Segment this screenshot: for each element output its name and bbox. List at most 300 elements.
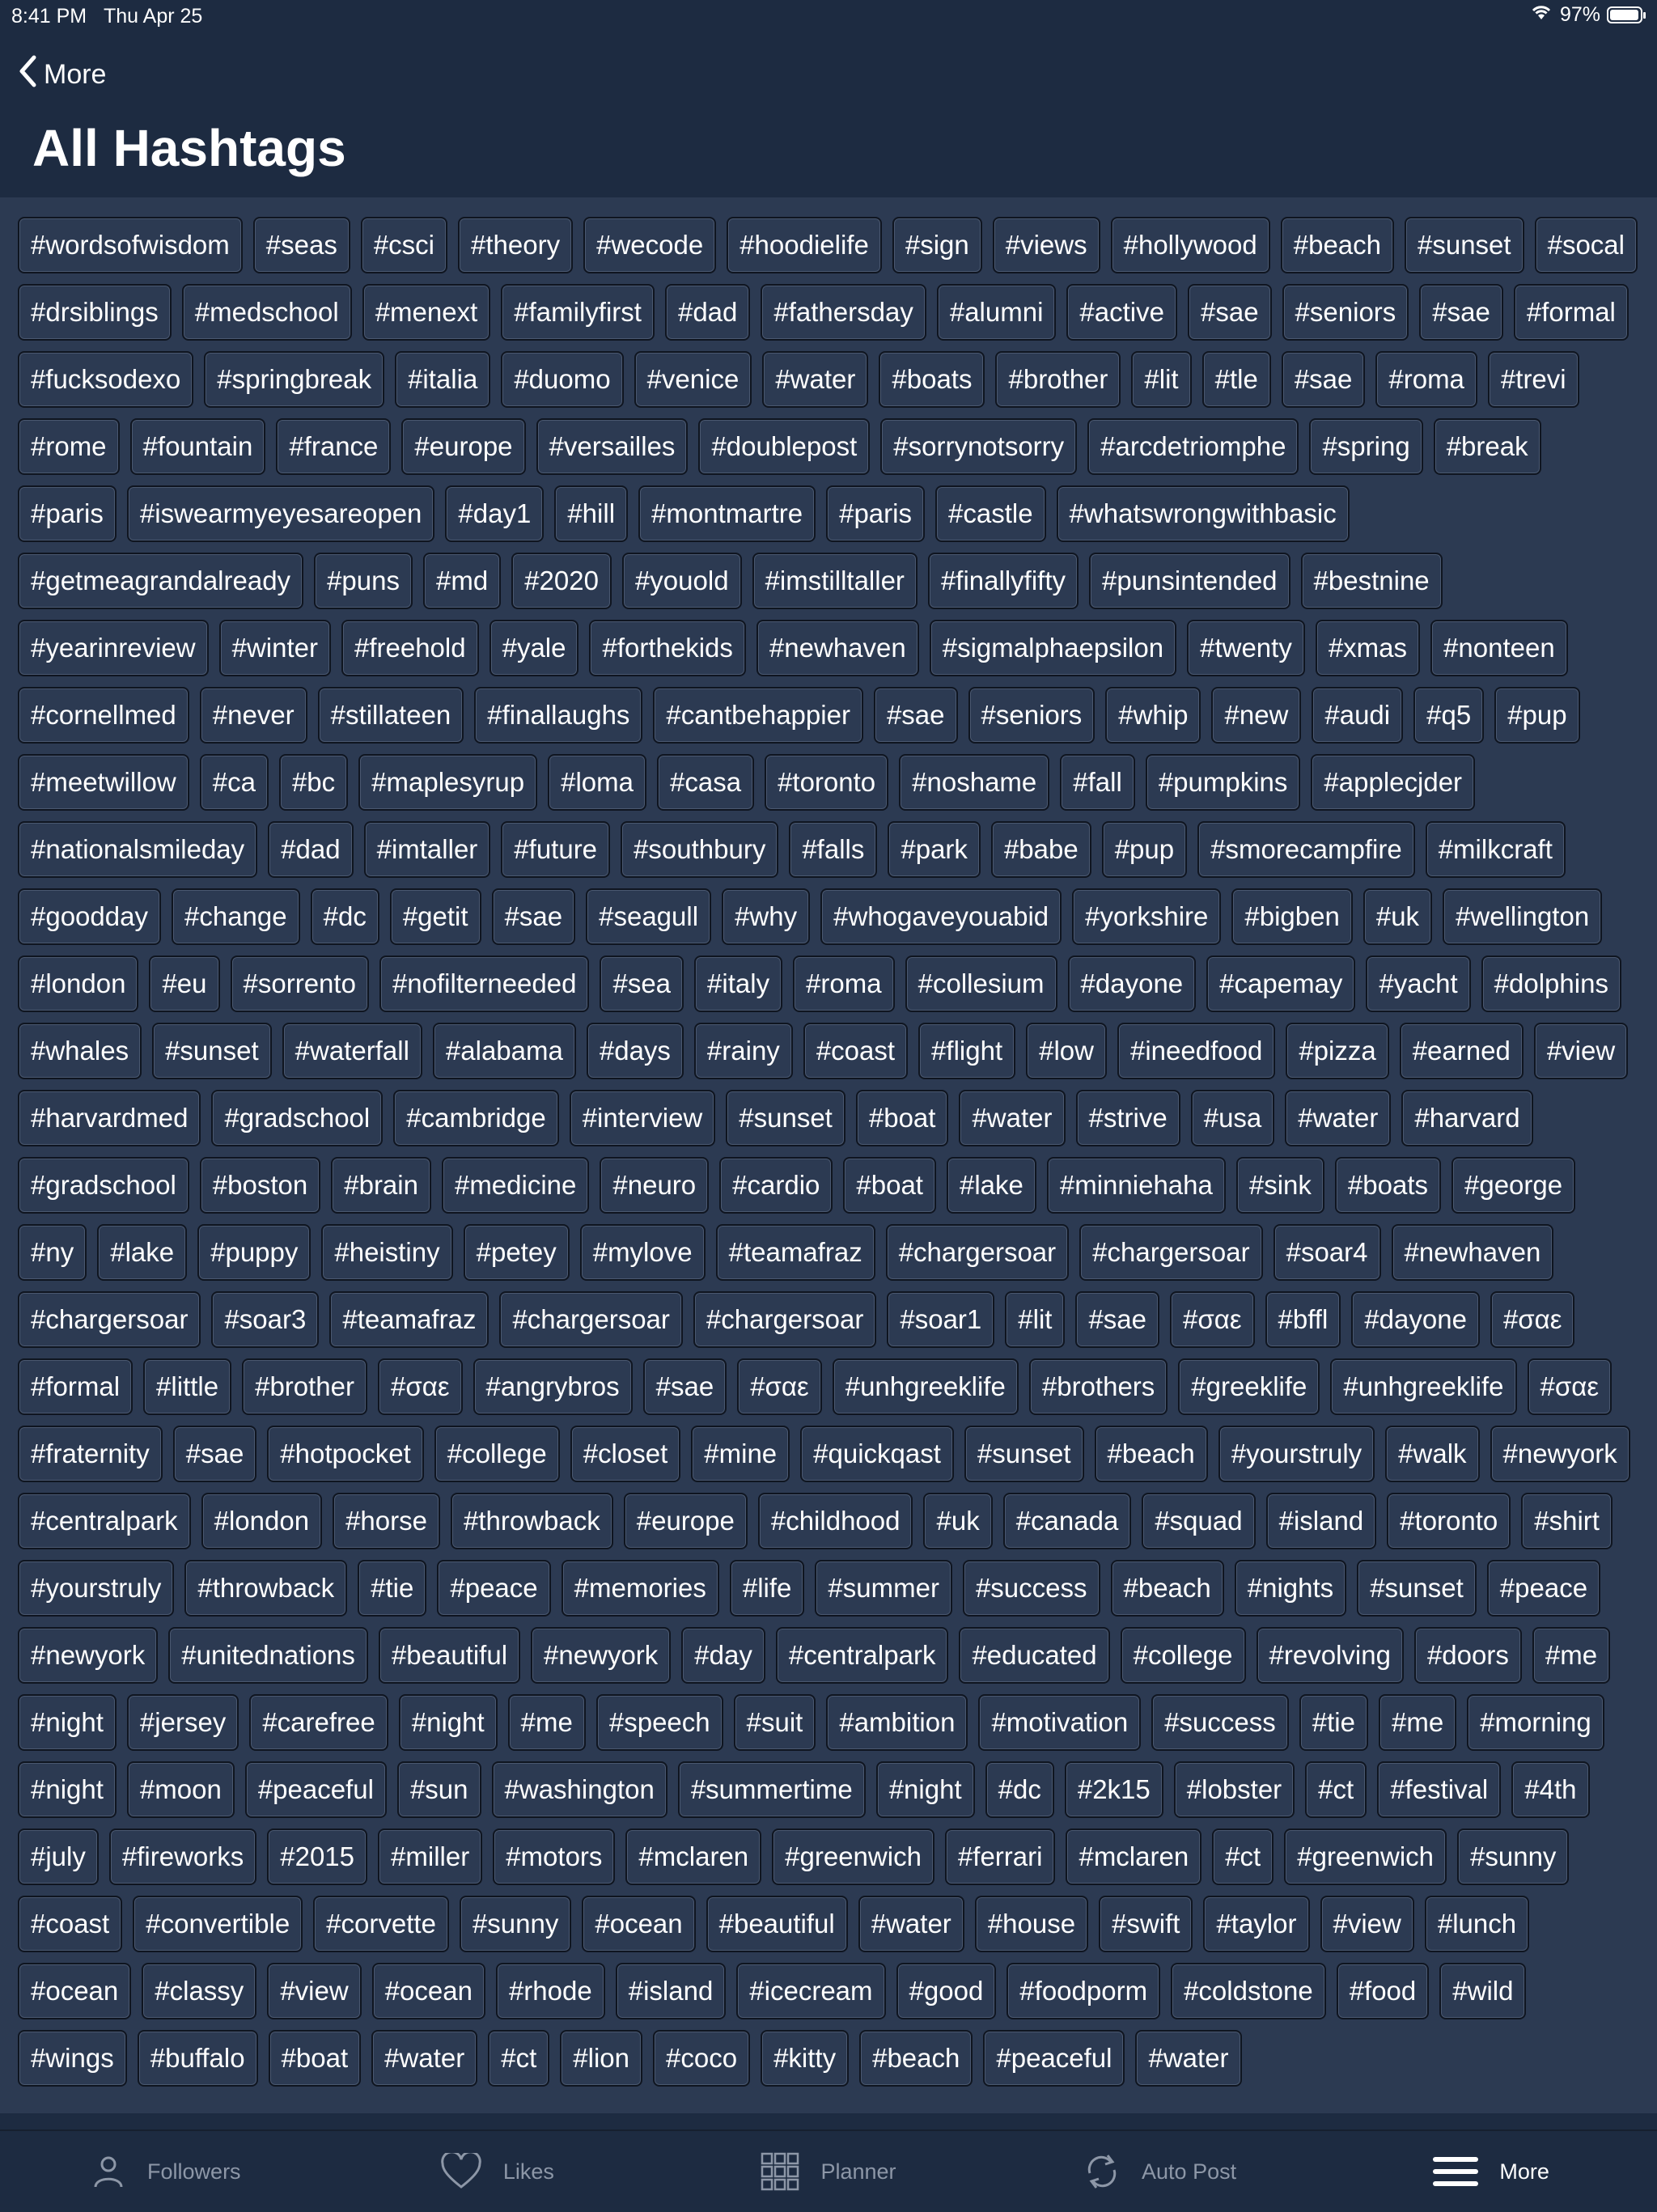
hashtag-chip[interactable]: #xmas xyxy=(1316,620,1420,676)
hashtag-chip[interactable]: #unhgreeklife xyxy=(833,1358,1019,1415)
hashtag-chip[interactable]: #imstilltaller xyxy=(752,553,917,609)
hashtag-chip[interactable]: #finallyfifty xyxy=(928,553,1079,609)
hashtag-chip[interactable]: #soar1 xyxy=(887,1291,994,1348)
hashtag-chip[interactable]: #σαε xyxy=(1528,1358,1613,1415)
hashtag-chip[interactable]: #view xyxy=(1320,1896,1414,1952)
hashtag-chip[interactable]: #low xyxy=(1026,1023,1107,1079)
hashtag-chip[interactable]: #dayone xyxy=(1351,1291,1480,1348)
hashtag-chip[interactable]: #hill xyxy=(554,485,628,542)
hashtag-chip[interactable]: #icecream xyxy=(736,1963,885,2019)
hashtag-chip[interactable]: #shirt xyxy=(1521,1493,1613,1549)
hashtag-chip[interactable]: #meetwillow xyxy=(18,754,189,811)
hashtag-chip[interactable]: #loma xyxy=(548,754,646,811)
hashtag-chip[interactable]: #2015 xyxy=(267,1829,367,1885)
hashtag-chip[interactable]: #italia xyxy=(395,351,490,408)
hashtag-chip[interactable]: #swift xyxy=(1099,1896,1193,1952)
hashtag-chip[interactable]: #success xyxy=(963,1560,1100,1617)
hashtag-chip[interactable]: #miller xyxy=(378,1829,482,1885)
hashtag-chip[interactable]: #tle xyxy=(1202,351,1271,408)
hashtag-chip[interactable]: #chargersoar xyxy=(499,1291,682,1348)
hashtag-chip[interactable]: #nonteen xyxy=(1430,620,1568,676)
hashtag-chip[interactable]: #2020 xyxy=(511,553,612,609)
hashtag-chip[interactable]: #ineedfood xyxy=(1117,1023,1275,1079)
hashtag-chip[interactable]: #formal xyxy=(18,1358,133,1415)
hashtag-chip[interactable]: #whip xyxy=(1105,687,1201,744)
hashtag-chip[interactable]: #sae xyxy=(1282,351,1366,408)
hashtag-chip[interactable]: #change xyxy=(172,888,300,945)
hashtag-chip[interactable]: #me xyxy=(508,1694,586,1751)
hashtag-chip[interactable]: #why xyxy=(722,888,810,945)
hashtag-chip[interactable]: #iswearmyeyesareopen xyxy=(127,485,435,542)
hashtag-chip[interactable]: #ct xyxy=(1305,1761,1367,1818)
hashtag-chip[interactable]: #buffalo xyxy=(138,2030,258,2087)
hashtag-chip[interactable]: #earned xyxy=(1400,1023,1524,1079)
hashtag-chip[interactable]: #castle xyxy=(935,485,1046,542)
hashtag-chip[interactable]: #ocean xyxy=(18,1963,131,2019)
hashtag-chip[interactable]: #dc xyxy=(985,1761,1054,1818)
hashtag-chip[interactable]: #chargersoar xyxy=(1079,1224,1262,1281)
hashtag-chip[interactable]: #yourstruly xyxy=(18,1560,174,1617)
hashtag-chip[interactable]: #roma xyxy=(1375,351,1477,408)
hashtag-chip[interactable]: #arcdetriomphe xyxy=(1087,418,1299,475)
hashtag-chip[interactable]: #sae xyxy=(492,888,576,945)
hashtag-chip[interactable]: #suit xyxy=(734,1694,816,1751)
hashtag-chip[interactable]: #peace xyxy=(1487,1560,1600,1617)
hashtag-chip[interactable]: #new xyxy=(1211,687,1301,744)
hashtag-chip[interactable]: #future xyxy=(501,821,610,878)
hashtag-chip[interactable]: #lunch xyxy=(1425,1896,1529,1952)
hashtag-chip[interactable]: #imtaller xyxy=(364,821,491,878)
hashtag-chip[interactable]: #twenty xyxy=(1187,620,1305,676)
hashtag-chip[interactable]: #hotpocket xyxy=(267,1426,423,1482)
hashtag-chip[interactable]: #wings xyxy=(18,2030,127,2087)
hashtag-chip[interactable]: #beautiful xyxy=(706,1896,848,1952)
hashtag-chip[interactable]: #springbreak xyxy=(204,351,384,408)
hashtag-chip[interactable]: #europe xyxy=(624,1493,748,1549)
hashtag-chip[interactable]: #island xyxy=(616,1963,727,2019)
hashtag-chip[interactable]: #usa xyxy=(1191,1090,1275,1146)
hashtag-chip[interactable]: #summertime xyxy=(678,1761,866,1818)
hashtag-chip[interactable]: #convertible xyxy=(133,1896,303,1952)
hashtag-chip[interactable]: #view xyxy=(1534,1023,1628,1079)
hashtag-chip[interactable]: #interview xyxy=(570,1090,716,1146)
hashtag-chip[interactable]: #boat xyxy=(856,1090,949,1146)
hashtag-chip[interactable]: #harvardmed xyxy=(18,1090,201,1146)
hashtag-chip[interactable]: #life xyxy=(730,1560,805,1617)
hashtag-chip[interactable]: #walk xyxy=(1385,1426,1479,1482)
hashtag-chip[interactable]: #medschool xyxy=(182,284,352,341)
hashtag-chip[interactable]: #boat xyxy=(269,2030,362,2087)
hashtag-chip[interactable]: #beach xyxy=(1281,217,1394,273)
hashtag-chip[interactable]: #ca xyxy=(200,754,269,811)
hashtag-chip[interactable]: #beach xyxy=(1095,1426,1208,1482)
hashtag-chip[interactable]: #little xyxy=(143,1358,231,1415)
tab-planner[interactable] xyxy=(663,2131,994,2212)
hashtag-chip[interactable]: #mclaren xyxy=(625,1829,761,1885)
hashtag-chip[interactable]: #kitty xyxy=(761,2030,849,2087)
hashtag-chip[interactable]: #wild xyxy=(1439,1963,1526,2019)
hashtag-chip[interactable]: #coast xyxy=(803,1023,908,1079)
hashtag-chip[interactable]: #formal xyxy=(1514,284,1629,341)
hashtag-chip[interactable]: #horse xyxy=(333,1493,440,1549)
hashtag-chip[interactable]: #boats xyxy=(879,351,985,408)
hashtag-chip[interactable]: #july xyxy=(18,1829,99,1885)
hashtag-chip[interactable]: #rhode xyxy=(496,1963,605,2019)
hashtag-chip[interactable]: #beach xyxy=(1111,1560,1224,1617)
hashtag-chip[interactable]: #paris xyxy=(18,485,117,542)
hashtag-chip[interactable]: #sunny xyxy=(460,1896,571,1952)
hashtag-chip[interactable]: #sorrynotsorry xyxy=(880,418,1077,475)
hashtag-chip[interactable]: #minniehaha xyxy=(1047,1157,1226,1214)
hashtag-chip[interactable]: #fireworks xyxy=(109,1829,256,1885)
hashtag-chip[interactable]: #boston xyxy=(200,1157,320,1214)
hashtag-chip[interactable]: #france xyxy=(276,418,391,475)
hashtag-chip[interactable]: #yearinreview xyxy=(18,620,209,676)
hashtag-chip[interactable]: #views xyxy=(993,217,1100,273)
hashtag-chip[interactable]: #σαε xyxy=(1490,1291,1575,1348)
hashtag-chip[interactable]: #doublepost xyxy=(698,418,870,475)
hashtag-chip[interactable]: #uk xyxy=(923,1493,992,1549)
hashtag-chip[interactable]: #break xyxy=(1434,418,1541,475)
hashtag-chip[interactable]: #yorkshire xyxy=(1072,888,1221,945)
hashtag-chip[interactable]: #ocean xyxy=(582,1896,695,1952)
hashtag-chip[interactable]: #fathersday xyxy=(761,284,926,341)
hashtag-chip[interactable]: #lit xyxy=(1005,1291,1065,1348)
hashtag-chip[interactable]: #unhgreeklife xyxy=(1330,1358,1516,1415)
hashtag-chip[interactable]: #csci xyxy=(361,217,447,273)
hashtag-list-container[interactable] xyxy=(0,197,1657,2113)
hashtag-chip[interactable]: #view xyxy=(267,1963,361,2019)
hashtag-chip[interactable]: #bc xyxy=(279,754,348,811)
hashtag-chip[interactable]: #water xyxy=(762,351,868,408)
hashtag-chip[interactable]: #squad xyxy=(1142,1493,1255,1549)
hashtag-chip[interactable]: #ct xyxy=(488,2030,549,2087)
hashtag-chip[interactable]: #audi xyxy=(1312,687,1403,744)
hashtag-chip[interactable]: #brain xyxy=(331,1157,431,1214)
hashtag-chip[interactable]: #newyork xyxy=(531,1627,671,1684)
hashtag-chip[interactable]: #good xyxy=(896,1963,997,2019)
hashtag-chip[interactable]: #teamafraz xyxy=(329,1291,489,1348)
hashtag-chip[interactable]: #2k15 xyxy=(1065,1761,1163,1818)
hashtag-chip[interactable]: #socal xyxy=(1535,217,1638,273)
hashtag-chip[interactable]: #chargersoar xyxy=(18,1291,201,1348)
hashtag-chip[interactable]: #newyork xyxy=(18,1627,158,1684)
hashtag-chip[interactable]: #dayone xyxy=(1068,956,1197,1012)
hashtag-chip[interactable]: #sigmalphaepsilon xyxy=(930,620,1176,676)
hashtag-chip[interactable]: #island xyxy=(1266,1493,1377,1549)
hashtag-chip[interactable]: #duomo xyxy=(501,351,623,408)
hashtag-chip[interactable]: #drsiblings xyxy=(18,284,172,341)
hashtag-chip[interactable]: #coast xyxy=(18,1896,122,1952)
hashtag-chip[interactable]: #sun xyxy=(397,1761,481,1818)
hashtag-chip[interactable]: #yacht xyxy=(1366,956,1470,1012)
hashtag-chip[interactable]: #lobster xyxy=(1174,1761,1295,1818)
hashtag-chip[interactable]: #bestnine xyxy=(1301,553,1443,609)
hashtag-chip[interactable]: #roma xyxy=(793,956,895,1012)
hashtag-chip[interactable]: #hollywood xyxy=(1111,217,1270,273)
hashtag-chip[interactable]: #corvette xyxy=(313,1896,449,1952)
hashtag-chip[interactable]: #mine xyxy=(691,1426,790,1482)
hashtag-chip[interactable]: #brother xyxy=(242,1358,367,1415)
hashtag-chip[interactable]: #whales xyxy=(18,1023,142,1079)
hashtag-chip[interactable]: #σαε xyxy=(737,1358,822,1415)
hashtag-chip[interactable]: #md xyxy=(423,553,501,609)
hashtag-chip[interactable]: #eu xyxy=(149,956,219,1012)
hashtag-chip[interactable]: #boat xyxy=(843,1157,936,1214)
hashtag-chip[interactable]: #gradschool xyxy=(211,1090,383,1146)
hashtag-chip[interactable]: #getit xyxy=(390,888,481,945)
hashtag-chip[interactable]: #hoodielife xyxy=(727,217,882,273)
hashtag-chip[interactable]: #day xyxy=(681,1627,765,1684)
hashtag-chip[interactable]: #toronto xyxy=(765,754,888,811)
tab-more[interactable] xyxy=(1325,2131,1657,2212)
hashtag-chip[interactable]: #greeklife xyxy=(1178,1358,1320,1415)
hashtag-chip[interactable]: #coco xyxy=(653,2030,750,2087)
hashtag-chip[interactable]: #europe xyxy=(401,418,525,475)
hashtag-chip[interactable]: #days xyxy=(587,1023,684,1079)
hashtag-chip[interactable]: #water xyxy=(371,2030,477,2087)
hashtag-chip[interactable]: #ocean xyxy=(372,1963,485,2019)
hashtag-chip[interactable]: #uk xyxy=(1363,888,1432,945)
hashtag-chip[interactable]: #mylove xyxy=(580,1224,706,1281)
hashtag-chip[interactable]: #me xyxy=(1532,1627,1610,1684)
hashtag-chip[interactable]: #moon xyxy=(127,1761,235,1818)
hashtag-chip[interactable]: #success xyxy=(1151,1694,1289,1751)
hashtag-chip[interactable]: #coldstone xyxy=(1171,1963,1326,2019)
hashtag-chip[interactable]: #morning xyxy=(1467,1694,1604,1751)
hashtag-chip[interactable]: #trevi xyxy=(1488,351,1579,408)
hashtag-chip[interactable]: #strive xyxy=(1076,1090,1180,1146)
hashtag-chip[interactable]: #pumpkins xyxy=(1146,754,1301,811)
hashtag-chip[interactable]: #festival xyxy=(1377,1761,1501,1818)
hashtag-chip[interactable]: #neuro xyxy=(600,1157,709,1214)
hashtag-chip[interactable]: #italy xyxy=(694,956,782,1012)
hashtag-chip[interactable]: #sunset xyxy=(1357,1560,1477,1617)
back-button[interactable] xyxy=(18,53,106,95)
hashtag-chip[interactable]: #sunset xyxy=(152,1023,272,1079)
hashtag-chip[interactable]: #educated xyxy=(959,1627,1109,1684)
hashtag-chip[interactable]: #fall xyxy=(1060,754,1135,811)
tab-likes[interactable] xyxy=(332,2131,663,2212)
hashtag-chip[interactable]: #centralpark xyxy=(776,1627,949,1684)
hashtag-chip[interactable]: #paris xyxy=(826,485,925,542)
hashtag-chip[interactable]: #lake xyxy=(97,1224,187,1281)
hashtag-chip[interactable]: #mclaren xyxy=(1066,1829,1201,1885)
hashtag-chip[interactable]: #soar4 xyxy=(1273,1224,1381,1281)
hashtag-chip[interactable]: #goodday xyxy=(18,888,161,945)
hashtag-chip[interactable]: #lake xyxy=(947,1157,1036,1214)
tab-followers[interactable] xyxy=(0,2131,332,2212)
hashtag-chip[interactable]: #familyfirst xyxy=(501,284,655,341)
hashtag-chip[interactable]: #puns xyxy=(314,553,413,609)
hashtag-chip[interactable]: #capemay xyxy=(1206,956,1355,1012)
hashtag-chip[interactable]: #canada xyxy=(1003,1493,1132,1549)
hashtag-chip[interactable]: #water xyxy=(1135,2030,1241,2087)
hashtag-chip[interactable]: #seas xyxy=(253,217,350,273)
hashtag-chip[interactable]: #ct xyxy=(1212,1829,1273,1885)
hashtag-chip[interactable]: #college xyxy=(1121,1627,1246,1684)
hashtag-chip[interactable]: #ambition xyxy=(826,1694,968,1751)
hashtag-chip[interactable]: #night xyxy=(399,1694,498,1751)
hashtag-chip[interactable]: #ferrari xyxy=(945,1829,1056,1885)
hashtag-chip[interactable]: #freehold xyxy=(341,620,479,676)
hashtag-chip[interactable]: #whogaveyouabid xyxy=(820,888,1062,945)
hashtag-chip[interactable]: #childhood xyxy=(758,1493,913,1549)
hashtag-chip[interactable]: #pup xyxy=(1494,687,1579,744)
hashtag-chip[interactable]: #throwback xyxy=(451,1493,613,1549)
hashtag-chip[interactable]: #seniors xyxy=(1282,284,1409,341)
hashtag-chip[interactable]: #london xyxy=(18,956,138,1012)
hashtag-chip[interactable]: #puppy xyxy=(197,1224,311,1281)
hashtag-chip[interactable]: #menext xyxy=(362,284,491,341)
hashtag-chip[interactable]: #tie xyxy=(358,1560,426,1617)
hashtag-chip[interactable]: #greenwich xyxy=(772,1829,934,1885)
hashtag-chip[interactable]: #newyork xyxy=(1490,1426,1630,1482)
hashtag-chip[interactable]: #ny xyxy=(18,1224,87,1281)
hashtag-chip[interactable]: #closet xyxy=(570,1426,681,1482)
hashtag-chip[interactable]: #dad xyxy=(665,284,750,341)
hashtag-chip[interactable]: #sunset xyxy=(964,1426,1084,1482)
hashtag-chip[interactable]: #speech xyxy=(596,1694,723,1751)
hashtag-chip[interactable]: #rainy xyxy=(694,1023,793,1079)
hashtag-chip[interactable]: #brothers xyxy=(1029,1358,1168,1415)
hashtag-chip[interactable]: #throwback xyxy=(184,1560,347,1617)
hashtag-chip[interactable]: #nationalsmileday xyxy=(18,821,257,878)
hashtag-chip[interactable]: #σαε xyxy=(1170,1291,1255,1348)
hashtag-chip[interactable]: #tie xyxy=(1299,1694,1368,1751)
hashtag-chip[interactable]: #cornellmed xyxy=(18,687,189,744)
hashtag-chip[interactable]: #casa xyxy=(657,754,754,811)
hashtag-chip[interactable]: #punsintended xyxy=(1089,553,1290,609)
hashtag-chip[interactable]: #lit xyxy=(1131,351,1191,408)
hashtag-chip[interactable]: #bigben xyxy=(1231,888,1352,945)
hashtag-chip[interactable]: #motors xyxy=(493,1829,615,1885)
hashtag-chip[interactable]: #stillateen xyxy=(318,687,464,744)
hashtag-chip[interactable]: #me xyxy=(1379,1694,1456,1751)
hashtag-chip[interactable]: #nofilterneeded xyxy=(379,956,590,1012)
hashtag-chip[interactable]: #gradschool xyxy=(18,1157,189,1214)
hashtag-chip[interactable]: #lion xyxy=(560,2030,642,2087)
hashtag-chip[interactable]: #cambridge xyxy=(393,1090,558,1146)
hashtag-chip[interactable]: #greenwich xyxy=(1284,1829,1447,1885)
hashtag-chip[interactable]: #seagull xyxy=(586,888,711,945)
hashtag-chip[interactable]: #soar3 xyxy=(211,1291,319,1348)
hashtag-chip[interactable]: #cantbehappier xyxy=(653,687,863,744)
hashtag-chip[interactable]: #4th xyxy=(1511,1761,1589,1818)
hashtag-chip[interactable]: #london xyxy=(201,1493,322,1549)
hashtag-chip[interactable]: #teamafraz xyxy=(716,1224,875,1281)
hashtag-chip[interactable]: #newhaven xyxy=(756,620,919,676)
hashtag-chip[interactable]: #peaceful xyxy=(983,2030,1125,2087)
hashtag-chip[interactable]: #chargersoar xyxy=(886,1224,1069,1281)
hashtag-chip[interactable]: #harvard xyxy=(1401,1090,1532,1146)
hashtag-chip[interactable]: #youold xyxy=(622,553,742,609)
hashtag-chip[interactable]: #montmartre xyxy=(638,485,816,542)
hashtag-chip[interactable]: #alabama xyxy=(433,1023,576,1079)
hashtag-chip[interactable]: #q5 xyxy=(1413,687,1484,744)
hashtag-chip[interactable]: #beach xyxy=(859,2030,973,2087)
hashtag-chip[interactable]: #memories xyxy=(562,1560,719,1617)
hashtag-chip[interactable]: #applecjder xyxy=(1311,754,1475,811)
hashtag-chip[interactable]: #sae xyxy=(1188,284,1272,341)
hashtag-chip[interactable]: #night xyxy=(18,1694,117,1751)
hashtag-chip[interactable]: #sea xyxy=(600,956,684,1012)
hashtag-chip[interactable]: #finallaughs xyxy=(474,687,642,744)
hashtag-chip[interactable]: #cardio xyxy=(719,1157,833,1214)
hashtag-chip[interactable]: #boats xyxy=(1335,1157,1441,1214)
hashtag-chip[interactable]: #wordsofwisdom xyxy=(18,217,243,273)
hashtag-chip[interactable]: #night xyxy=(876,1761,975,1818)
hashtag-chip[interactable]: #day1 xyxy=(445,485,544,542)
hashtag-chip[interactable]: #sunset xyxy=(1405,217,1524,273)
hashtag-chip[interactable]: #jersey xyxy=(127,1694,239,1751)
hashtag-chip[interactable]: #unitednations xyxy=(168,1627,368,1684)
hashtag-chip[interactable]: #falls xyxy=(789,821,877,878)
hashtag-chip[interactable]: #active xyxy=(1066,284,1177,341)
hashtag-chip[interactable]: #venice xyxy=(634,351,752,408)
hashtag-chip[interactable]: #sink xyxy=(1236,1157,1324,1214)
hashtag-chip[interactable]: #dc xyxy=(311,888,379,945)
hashtag-chip[interactable]: #water xyxy=(959,1090,1065,1146)
hashtag-chip[interactable]: #revolving xyxy=(1257,1627,1404,1684)
hashtag-chip[interactable]: #sunset xyxy=(726,1090,845,1146)
hashtag-chip[interactable]: #newhaven xyxy=(1392,1224,1554,1281)
hashtag-chip[interactable]: #getmeagrandalready xyxy=(18,553,303,609)
hashtag-chip[interactable]: #doors xyxy=(1414,1627,1522,1684)
hashtag-chip[interactable]: #σαε xyxy=(378,1358,463,1415)
hashtag-chip[interactable]: #whatswrongwithbasic xyxy=(1057,485,1350,542)
hashtag-chip[interactable]: #peaceful xyxy=(245,1761,387,1818)
hashtag-chip[interactable]: #petey xyxy=(464,1224,570,1281)
hashtag-chip[interactable]: #water xyxy=(1285,1090,1391,1146)
hashtag-chip[interactable]: #george xyxy=(1451,1157,1575,1214)
hashtag-chip[interactable]: #sorrento xyxy=(231,956,369,1012)
hashtag-chip[interactable]: #college xyxy=(434,1426,560,1482)
hashtag-chip[interactable]: #seniors xyxy=(968,687,1095,744)
hashtag-chip[interactable]: #waterfall xyxy=(282,1023,422,1079)
hashtag-chip[interactable]: #wellington xyxy=(1443,888,1602,945)
hashtag-chip[interactable]: #carefree xyxy=(249,1694,388,1751)
hashtag-chip[interactable]: #babe xyxy=(991,821,1091,878)
hashtag-chip[interactable]: #fucksodexo xyxy=(18,351,193,408)
hashtag-chip[interactable]: #foodporm xyxy=(1006,1963,1160,2019)
hashtag-chip[interactable]: #medicine xyxy=(442,1157,589,1214)
hashtag-chip[interactable]: #fountain xyxy=(130,418,266,475)
hashtag-chip[interactable]: #maplesyrup xyxy=(358,754,537,811)
hashtag-chip[interactable]: #flight xyxy=(918,1023,1015,1079)
hashtag-chip[interactable]: #food xyxy=(1337,1963,1430,2019)
hashtag-chip[interactable]: #motivation xyxy=(978,1694,1141,1751)
hashtag-chip[interactable]: #never xyxy=(200,687,307,744)
hashtag-chip[interactable]: #smorecampfire xyxy=(1197,821,1415,878)
hashtag-chip[interactable]: #bffl xyxy=(1265,1291,1341,1348)
hashtag-chip[interactable]: #sae xyxy=(1075,1291,1159,1348)
tab-auto-post[interactable] xyxy=(994,2131,1326,2212)
hashtag-chip[interactable]: #sae xyxy=(1419,284,1503,341)
hashtag-chip[interactable]: #centralpark xyxy=(18,1493,191,1549)
hashtag-chip[interactable]: #spring xyxy=(1309,418,1422,475)
hashtag-chip[interactable]: #forthekids xyxy=(589,620,745,676)
hashtag-chip[interactable]: #sunny xyxy=(1457,1829,1569,1885)
hashtag-chip[interactable]: #rome xyxy=(18,418,120,475)
hashtag-chip[interactable]: #classy xyxy=(142,1963,256,2019)
hashtag-chip[interactable]: #quickqast xyxy=(800,1426,954,1482)
hashtag-chip[interactable]: #milkcraft xyxy=(1426,821,1566,878)
hashtag-chip[interactable]: #collesium xyxy=(905,956,1057,1012)
hashtag-chip[interactable]: #summer xyxy=(815,1560,952,1617)
hashtag-chip[interactable]: #chargersoar xyxy=(693,1291,876,1348)
hashtag-chip[interactable]: #theory xyxy=(458,217,573,273)
